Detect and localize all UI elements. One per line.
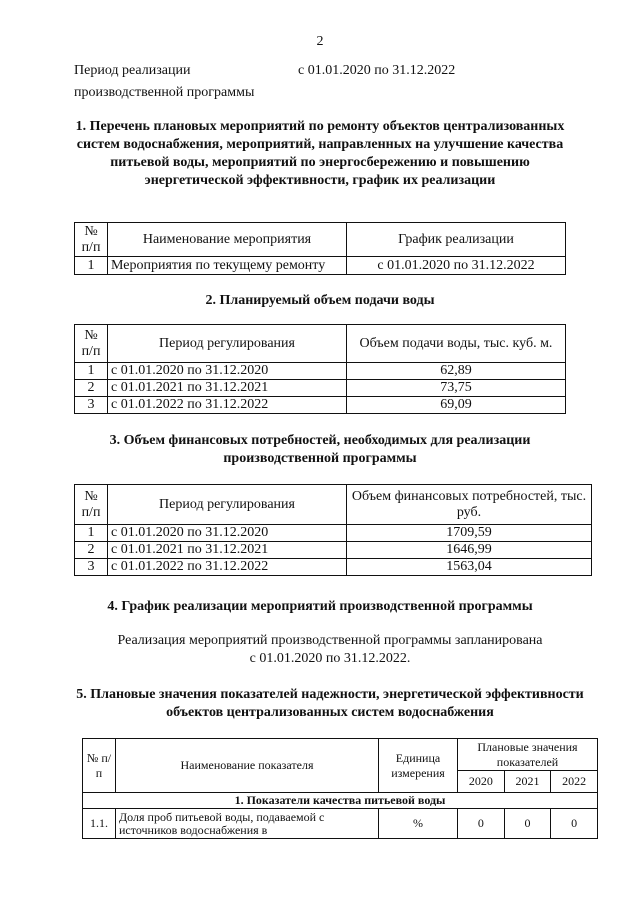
table-header-row	[75, 223, 566, 257]
row-finance: 1563,04	[347, 559, 592, 576]
table-row	[83, 809, 598, 839]
row-schedule: с 01.01.2020 по 31.12.2022	[347, 257, 566, 275]
row-volume: 73,75	[347, 380, 566, 397]
col-year-2021: 2021	[504, 771, 551, 793]
section1-table	[74, 222, 566, 275]
table-header-row	[83, 739, 598, 771]
period-label: Период реализации производственной программы	[74, 63, 255, 100]
col-volume-header: Объем подачи воды, тыс. куб. м.	[347, 325, 566, 363]
row-value-2022: 0	[551, 809, 598, 839]
table-row	[75, 380, 566, 397]
col-year-2020: 2020	[458, 771, 505, 793]
row-volume: 62,89	[347, 363, 566, 380]
section2-title: 2. Планируемый объем подачи воды	[205, 293, 435, 308]
col-period-header: Период регулирования	[108, 325, 347, 363]
col-year-2022: 2022	[551, 771, 598, 793]
section3-table	[74, 484, 592, 576]
table-row	[75, 257, 566, 275]
table-header-row	[75, 325, 566, 363]
section4-text-line2: с 01.01.2020 по 31.12.2022.	[249, 651, 411, 666]
row-period: с 01.01.2020 по 31.12.2020	[108, 363, 347, 380]
table-row	[75, 525, 592, 542]
page-number: 2	[316, 34, 324, 49]
row-num: 2	[75, 380, 108, 397]
col-indicator-header: Наименование показателя	[116, 739, 379, 793]
row-finance: 1709,59	[347, 525, 592, 542]
section3-title: 3. Объем финансовых потребностей, необходимых для реализации производственной программы	[109, 433, 531, 466]
row-num: 3	[75, 397, 108, 414]
row-volume: 69,09	[347, 397, 566, 414]
table-group-row	[83, 793, 598, 809]
row-value-2021: 0	[504, 809, 551, 839]
col-num-header: № п/п	[83, 739, 116, 793]
row-num: 3	[75, 559, 108, 576]
row-period: с 01.01.2021 по 31.12.2021	[108, 380, 347, 397]
row-num: 1	[75, 363, 108, 380]
row-num: 2	[75, 542, 108, 559]
row-period: с 01.01.2022 по 31.12.2022	[108, 397, 347, 414]
row-unit: %	[379, 809, 458, 839]
col-period-header: Период регулирования	[108, 485, 347, 525]
section4-text-line1: Реализация мероприятий производственной программы запланирована	[117, 633, 543, 648]
table-row	[75, 397, 566, 414]
col-num-header: № п/п	[75, 485, 108, 525]
row-indicator: Доля проб питьевой воды, подаваемой с источников водоснабжения в	[116, 809, 379, 839]
row-period: с 01.01.2020 по 31.12.2020	[108, 525, 347, 542]
col-finance-header: Объем финансовых потребностей, тыс. руб.	[347, 485, 592, 525]
row-value-2020: 0	[458, 809, 505, 839]
col-num-header: № п/п	[75, 223, 108, 257]
col-name-header: Наименование мероприятия	[108, 223, 347, 257]
table-row	[75, 363, 566, 380]
row-num: 1	[75, 257, 108, 275]
section1-title: 1. Перечень плановых мероприятий по ремонту объектов централизованных систем водоснабжения, мероприятий, направленных на улучшение качества питьевой воды, мероприятий по энергосбережению и повышению энергетической эффективности, график их реализации	[75, 119, 565, 188]
row-period: с 01.01.2021 по 31.12.2021	[108, 542, 347, 559]
row-finance: 1646,99	[347, 542, 592, 559]
col-unit-header: Единица измерения	[379, 739, 458, 793]
section5-title: 5. Плановые значения показателей надежности, энергетической эффективности объектов централизованных систем водоснабжения	[76, 687, 584, 720]
section2-table	[74, 324, 566, 414]
row-period: с 01.01.2022 по 31.12.2022	[108, 559, 347, 576]
period-value: с 01.01.2020 по 31.12.2022	[298, 63, 456, 78]
section5-table	[82, 738, 598, 839]
row-num: 1.1.	[83, 809, 116, 839]
table-row	[75, 542, 592, 559]
col-plan-header: Плановые значения показателей	[458, 739, 598, 771]
section4-title: 4. График реализации мероприятий производственной программы	[107, 599, 533, 614]
group-title: 1. Показатели качества питьевой воды	[83, 793, 598, 809]
table-row	[75, 559, 592, 576]
row-name: Мероприятия по текущему ремонту	[108, 257, 347, 275]
row-num: 1	[75, 525, 108, 542]
col-num-header: № п/п	[75, 325, 108, 363]
table-header-row	[75, 485, 592, 525]
col-schedule-header: График реализации	[347, 223, 566, 257]
